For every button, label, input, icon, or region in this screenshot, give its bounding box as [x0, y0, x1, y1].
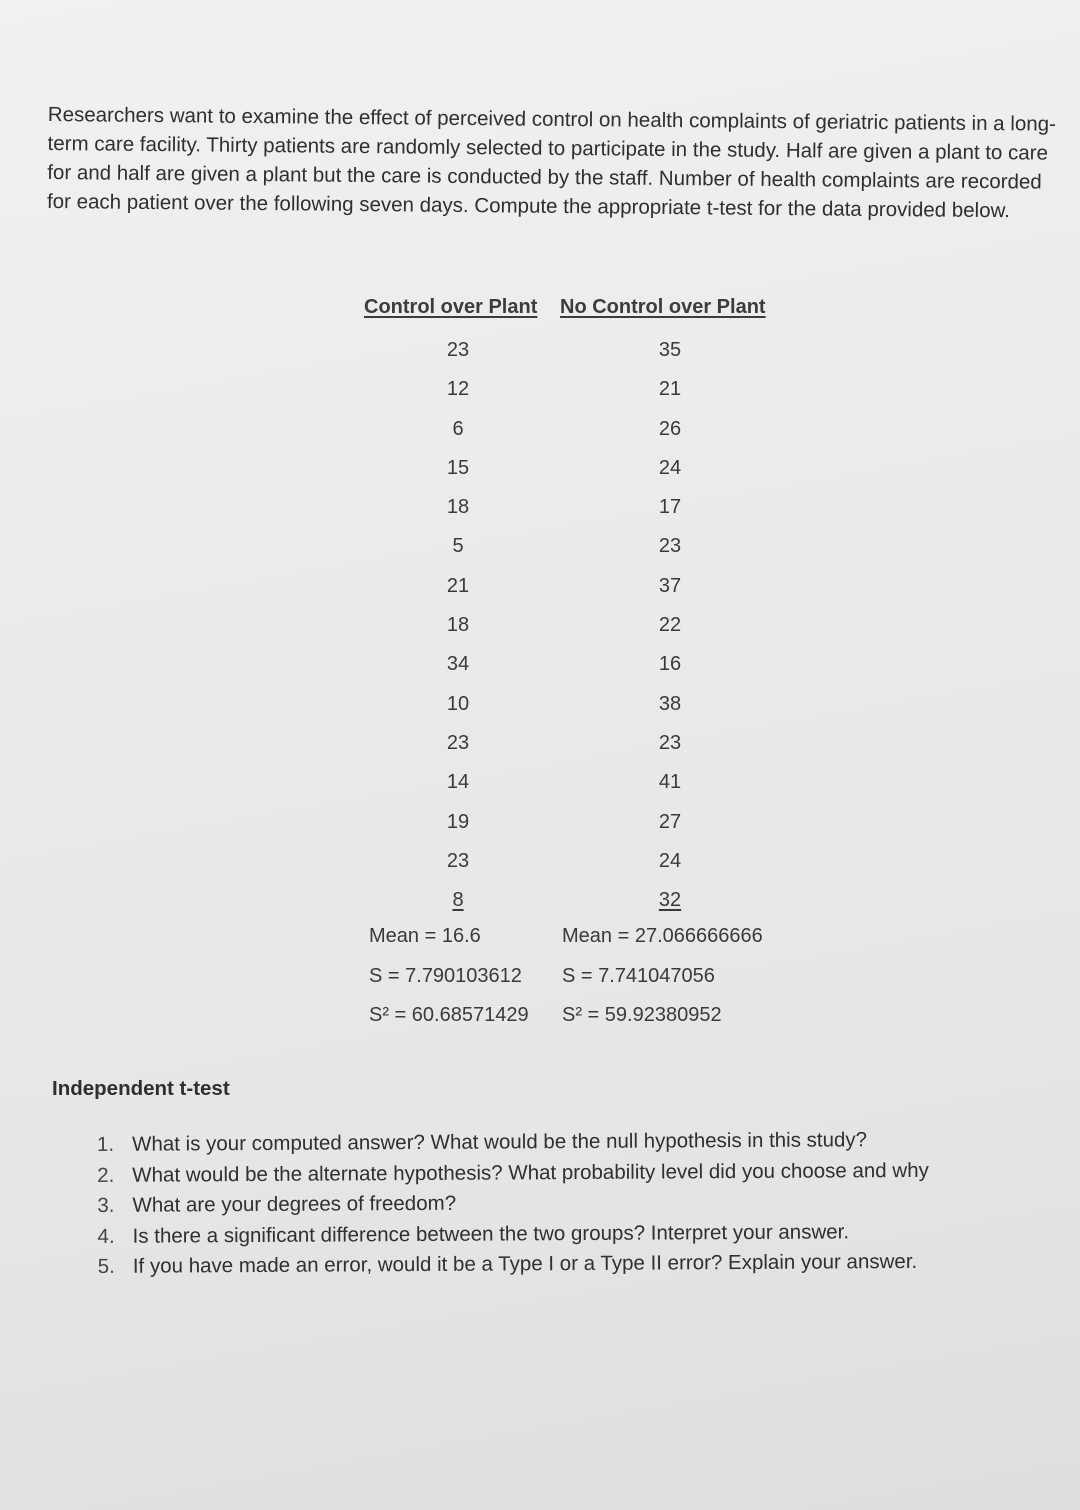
control-value: 23	[446, 339, 470, 361]
no-control-value: 26	[658, 417, 682, 440]
header-no-control-over-plant: No Control over Plant	[560, 296, 766, 318]
question-item	[89, 1249, 1049, 1285]
no-control-value: 21	[658, 378, 682, 401]
question-text: Is there a significant difference between the two groups? Interpret your answer.	[132, 1219, 850, 1248]
no-control-value: 32	[658, 889, 682, 912]
problem-statement: Researchers want to examine the effect of perceived control on health complaints of geriatric patients in a long-term care facility. Thirty patients are randomly selected to participate in the study. Half are given a plant to care for and half are given a plant but the care is conducted by the staff. Number of health complaints are recorded for each patient over the following seven days. Compute the appropriate t-test for the data provided below.	[46, 102, 1057, 223]
no-control-value: 23	[658, 731, 682, 754]
control-value: 19	[446, 810, 470, 833]
no-control-value: 24	[658, 456, 682, 479]
control-value: 14	[446, 771, 470, 794]
question-text: What are your degrees of freedom?	[132, 1191, 457, 1217]
no-control-value: 17	[658, 496, 682, 519]
question-number: 1.	[96, 1132, 115, 1156]
control-value: 23	[446, 849, 470, 872]
no-control-value: 24	[658, 849, 682, 872]
control-value: 6	[452, 417, 464, 440]
control-value: 23	[446, 731, 470, 754]
header-control-over-plant: Control over Plant	[364, 296, 538, 318]
control-value: 18	[446, 614, 470, 637]
question-text: What would be the alternate hypothesis? What probability level did you choose and why	[132, 1158, 929, 1187]
no-control-value: 27	[658, 810, 682, 833]
no-control-variance: S² = 59.92380952	[562, 1004, 722, 1026]
question-number: 4.	[97, 1224, 115, 1248]
no-control-mean: Mean = 27.066666666	[562, 925, 763, 947]
question-number: 3.	[97, 1193, 115, 1217]
no-control-value: 37	[658, 574, 682, 597]
control-value: 8	[452, 889, 464, 912]
question-number: 5.	[97, 1254, 115, 1278]
question-text: What is your computed answer? What would be the null hypothesis in this study?	[131, 1128, 868, 1156]
control-value: 34	[446, 653, 470, 676]
control-value: 21	[446, 574, 470, 597]
no-control-sd: S = 7.741047056	[562, 964, 715, 987]
no-control-value: 16	[658, 653, 682, 676]
question-number: 2.	[97, 1163, 115, 1187]
no-control-value: 38	[658, 692, 682, 715]
no-control-value: 23	[658, 535, 682, 558]
control-mean: Mean = 16.6	[369, 925, 481, 947]
control-value: 10	[446, 692, 470, 715]
control-variance: S² = 60.68571429	[369, 1004, 529, 1026]
question-text: If you have made an error, would it be a Type I or a Type II error? Explain your answer.	[132, 1249, 918, 1278]
control-value: 12	[446, 378, 470, 401]
no-control-column	[610, 338, 730, 927]
control-sd: S = 7.790103612	[369, 964, 522, 987]
section-title: Independent t-test	[52, 1077, 230, 1100]
no-control-value: 22	[658, 614, 682, 637]
control-value: 5	[452, 535, 464, 558]
control-column	[398, 338, 518, 927]
control-value: 15	[446, 456, 470, 479]
control-value: 18	[446, 496, 470, 519]
no-control-value: 35	[658, 339, 682, 361]
question-list	[88, 1127, 1049, 1285]
no-control-value: 41	[658, 771, 682, 794]
